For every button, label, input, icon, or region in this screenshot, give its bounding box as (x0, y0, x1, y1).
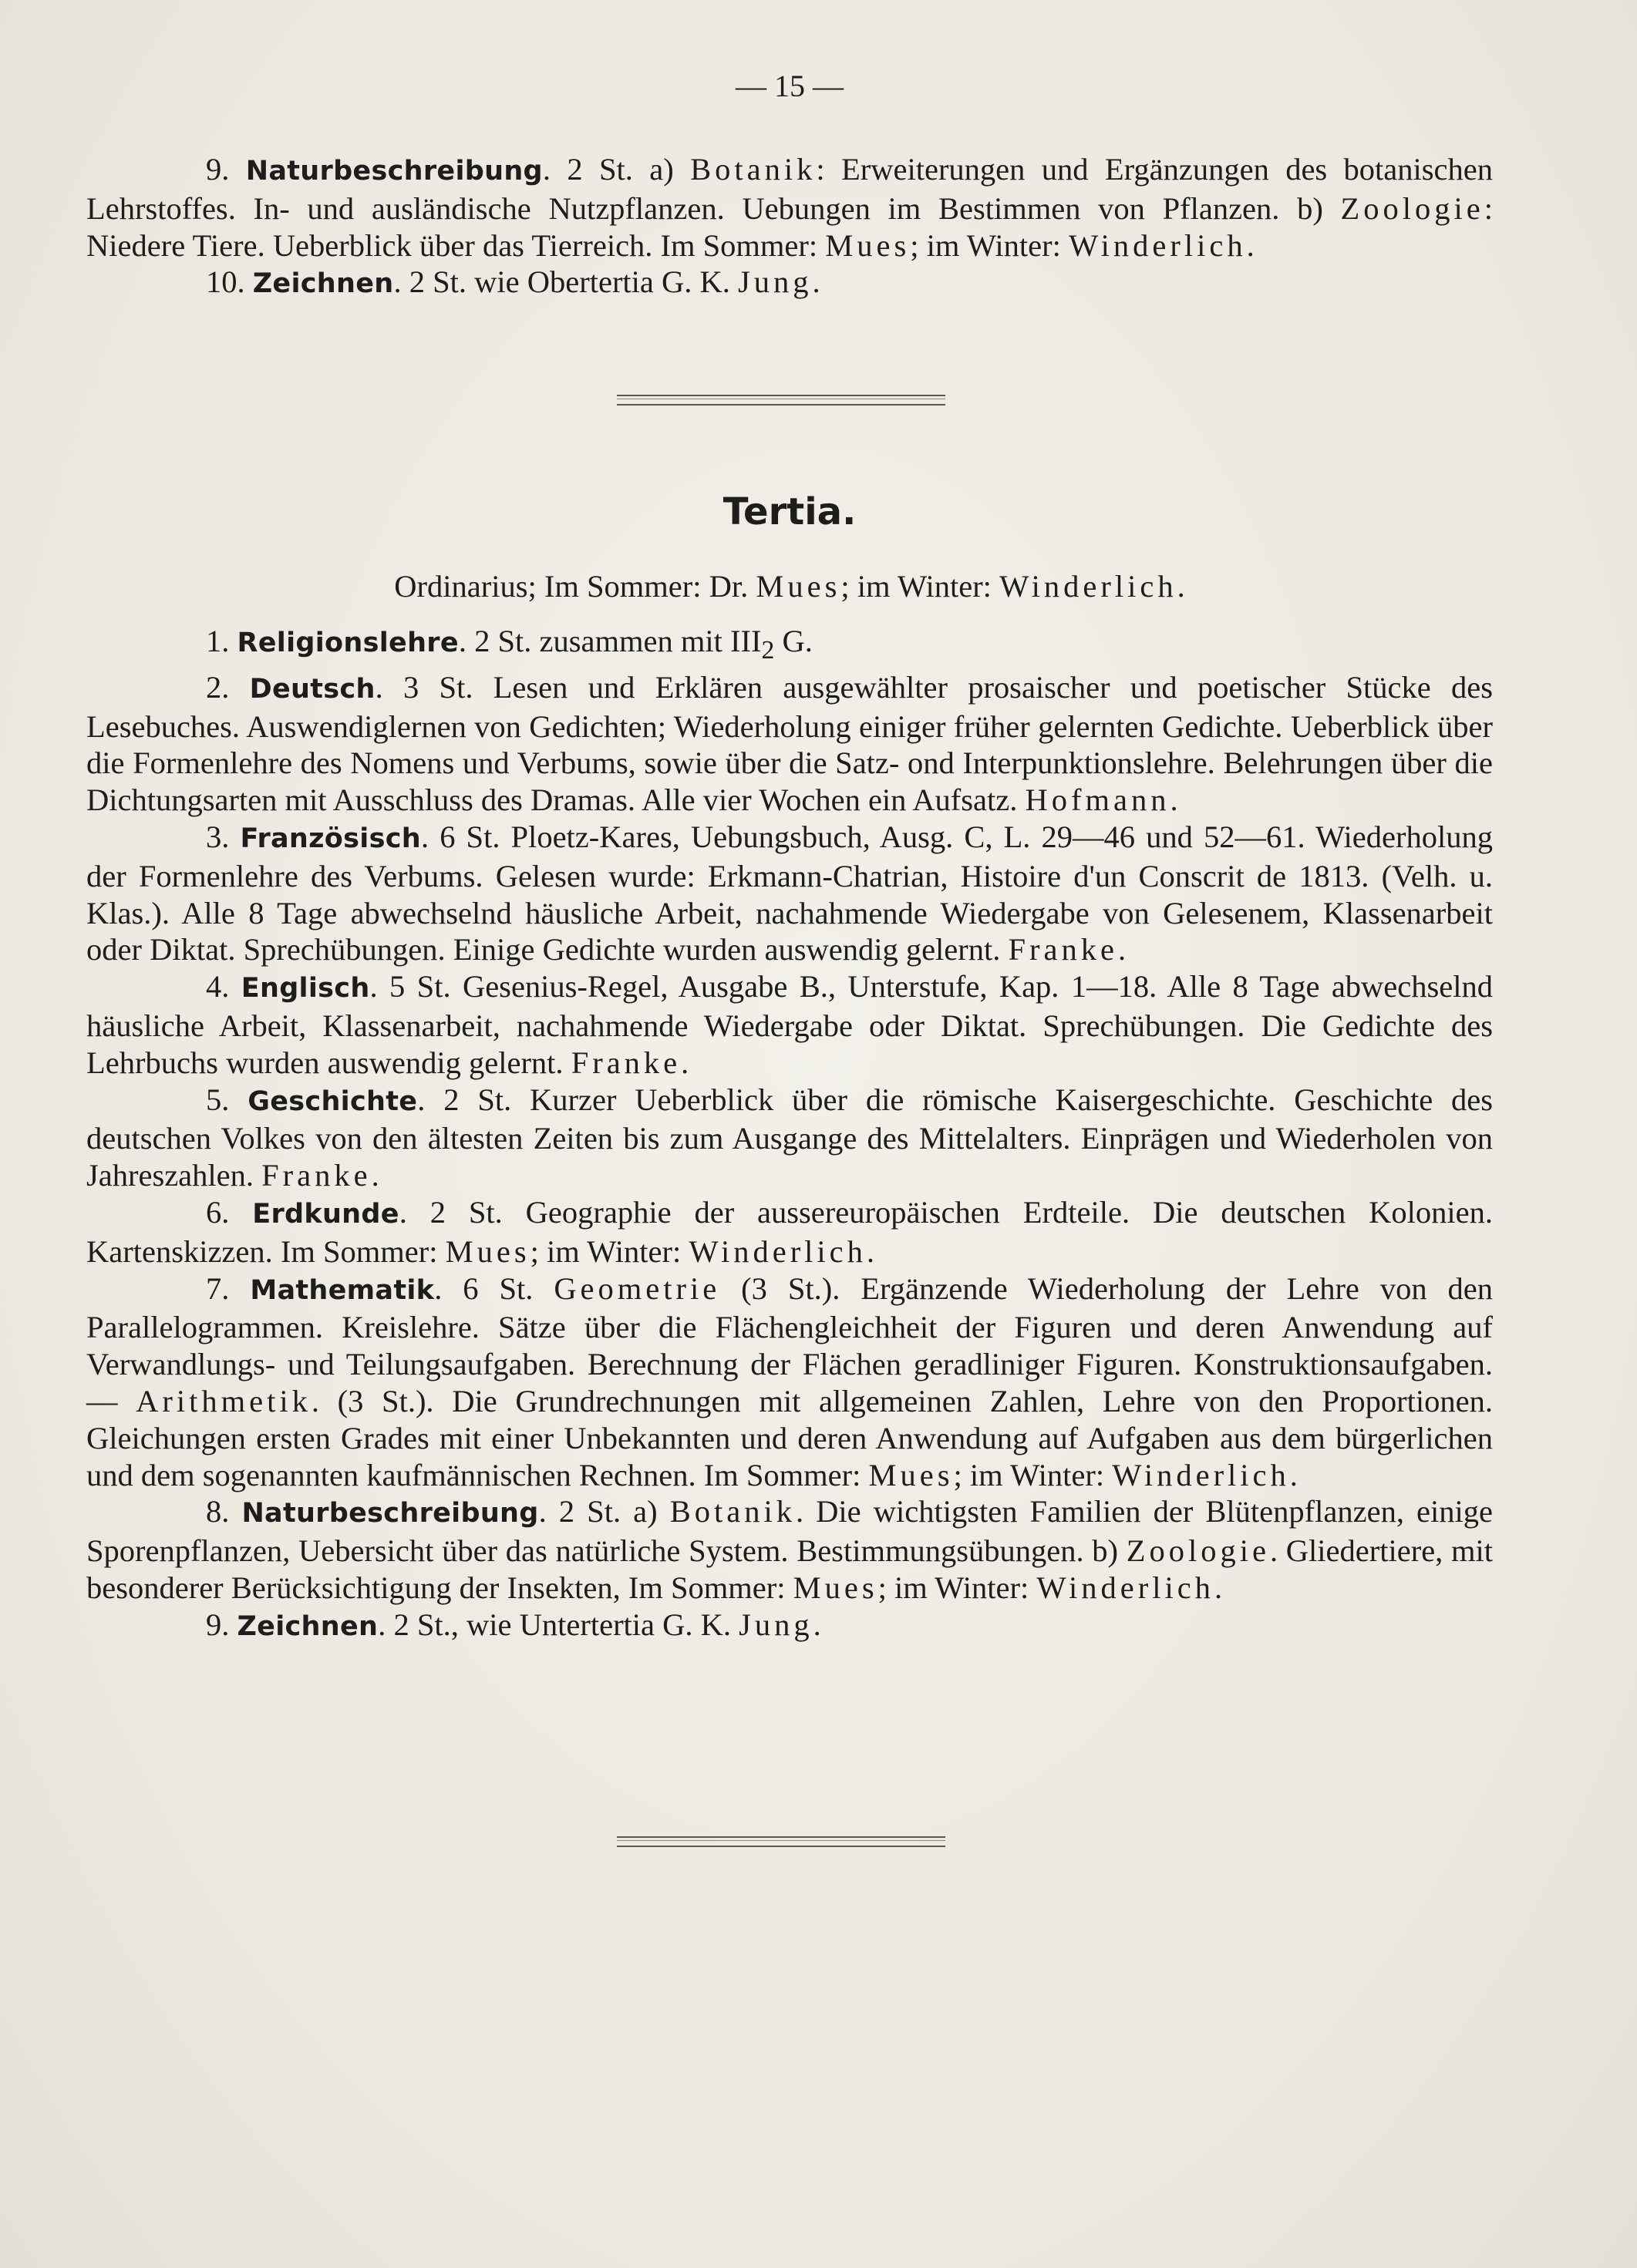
subject-entry (86, 819, 1493, 968)
entry-number: 1. (206, 624, 230, 658)
text-run: . (866, 1233, 875, 1269)
subject-name: Deutsch (249, 673, 376, 705)
text-run: . 5 St. Gesenius-Regel, Ausgabe B., Unterstufe, Kap. 1—18. Alle 8 Tage abwechselnd häusliche Arbeit, Klassenarbeit, nachahmende Wiedergabe oder Diktat. Sprechübungen. Die Gedichte des Lehrbuchs wurden auswendig gelernt. (86, 969, 1493, 1080)
spaced-name: Jung (738, 264, 813, 300)
subject-entry (86, 669, 1493, 819)
text-run: . (812, 264, 820, 300)
text-run: . (1246, 227, 1255, 263)
subject-name: Erdkunde (252, 1199, 399, 1230)
section-heading: Tertia. (723, 490, 857, 533)
subject-name: Mathematik (250, 1274, 435, 1306)
spaced-name: Winderlich (689, 1233, 867, 1269)
text-run: . (1118, 932, 1127, 967)
text-run: : Niedere Tiere. Ueberblick über das Tierreich. Im Sommer: (86, 190, 1493, 263)
spaced-name: Winderlich (999, 569, 1177, 604)
section-tertia (86, 623, 1493, 1646)
section-divider-bottom (617, 1836, 945, 1847)
text-run: . 2 St. zusammen mit III (458, 624, 762, 658)
spaced-name: Mues (756, 569, 841, 604)
text-run: ; im Winter: (910, 227, 1069, 263)
text-run: . 2 St. wie Obertertia G. K. (393, 264, 739, 300)
spaced-name: Franke (1008, 932, 1118, 967)
entry-number: 5. (206, 1082, 230, 1117)
text-run: : Erweiterungen und Ergänzungen des botanischen Lehrstoffes. In- und ausländische Nutzpflanzen. Uebungen im Bestimmen von Pflanzen. b) (86, 152, 1493, 226)
entry-number: 7. (206, 1270, 230, 1306)
text-run: . (1289, 1457, 1298, 1492)
entry-number: 8. (206, 1494, 230, 1529)
spaced-name: Winderlich (1112, 1457, 1290, 1492)
spaced-name: Winderlich (1036, 1570, 1214, 1606)
spaced-name: Botanik (669, 1494, 796, 1529)
text-run: . 2 St. Kurzer Ueberblick über die römische Kaisergeschichte. Geschichte des deutschen Volkes von den ältesten Zeiten bis zum Ausgange des Mittelalters. Einprägen und Wiederholen von Jahreszahlen. (86, 1082, 1493, 1193)
entry-number: 2. (206, 669, 230, 705)
entry-number: 3. (206, 819, 230, 855)
subject-entry (86, 264, 1493, 303)
text-run: . 2 St. a) (542, 152, 691, 187)
subject-name: Zeichnen (252, 268, 394, 300)
subject-name: Englisch (241, 973, 370, 1004)
spaced-name: Franke (571, 1045, 682, 1080)
spaced-name: Zoologie (1340, 190, 1484, 226)
entry-number: 6. (206, 1195, 230, 1230)
subject-entry (86, 623, 1493, 669)
text-run: . 6 St. Ploetz-Kares, Uebungsbuch, Ausg. C, L. 29—46 und 52—61. Wiederholung der Formenlehre des Verbums. Gelesen wurde: Erkmann-Chatrian, Histoire d'un Conscrit de 1813. (Velh. u. Klas.). Alle 8 Tage abwechselnd häusliche Arbeit, nachahmende Wiedergabe von Gelesenem, Klassenarbeit oder Diktat. Sprechübungen. Einige Gedichte wurden auswendig gelernt. (86, 819, 1493, 967)
subject-entry (86, 1194, 1493, 1270)
subject-name: Zeichnen (237, 1610, 379, 1642)
spaced-name: Geometrie (554, 1270, 721, 1306)
text-run: . (1214, 1570, 1223, 1606)
entry-number: 9. (206, 152, 230, 187)
text-run: Ordinarius; Im Sommer: Dr. (394, 569, 756, 604)
subject-entry (86, 1082, 1493, 1194)
text-run: . (1170, 782, 1178, 818)
spaced-name: Mues (825, 227, 911, 263)
subject-entry (86, 151, 1493, 264)
text-run: ; im Winter: (953, 1457, 1113, 1492)
subject-name: Naturbeschreibung (241, 1498, 539, 1529)
subject-entry (86, 968, 1493, 1081)
text-run: G. (774, 624, 813, 658)
text-run: ; im Winter: (877, 1570, 1037, 1606)
section-divider-top (617, 395, 945, 405)
spaced-name: Mues (868, 1457, 954, 1492)
text-run: . (813, 1607, 821, 1642)
spaced-name: Franke (261, 1158, 372, 1193)
section-previous-class (86, 151, 1493, 303)
entry-number: 4. (206, 969, 230, 1004)
subject-name: Naturbeschreibung (245, 156, 543, 187)
spaced-name: Botanik (690, 152, 817, 187)
text-run: . 2 St. a) (538, 1494, 670, 1529)
spaced-name: Arithmetik (136, 1384, 312, 1419)
entry-number: 10. (206, 264, 245, 300)
text-run: (3 St.). Ergänzende Wiederholung der Lehre von den Parallelogrammen. Kreislehre. Sätze über die Flächengleichheit der Figuren und deren Anwendung auf Verwandlungs- und Teilungsaufgaben. Berechnung der Flächen geradliniger Figuren. Konstruktionsaufgaben. — (86, 1270, 1493, 1419)
spaced-name: Mues (793, 1570, 878, 1606)
spaced-name: Jung (739, 1607, 813, 1642)
subject-entry (86, 1270, 1493, 1494)
text-run: . 2 St. Geographie der aussereuropäischen Erdteile. Die deutschen Kolonien. Kartenskizzen. Im Sommer: (86, 1195, 1493, 1269)
ordinarius-line (86, 568, 1493, 604)
page-number: — 15 — (736, 69, 844, 103)
text-run: . Die wichtigsten Familien der Blütenpflanzen, einige Sporenpflanzen, Uebersicht über das natürliche System. Bestimmungsübungen. b) (86, 1494, 1493, 1569)
subject-entry (86, 1607, 1493, 1646)
spaced-name: Mues (445, 1233, 531, 1269)
spaced-name: Winderlich (1069, 227, 1247, 263)
subject-name: Französisch (240, 823, 421, 855)
subject-name: Geschichte (248, 1085, 418, 1117)
text-run: . Gliedertiere, mit besonderer Berücksichtigung der Insekten, Im Sommer: (86, 1533, 1494, 1606)
subject-name: Religionslehre (237, 628, 459, 658)
text-run: . 2 St., wie Untertertia G. K. (378, 1607, 739, 1642)
text-run: ; im Winter: (530, 1233, 689, 1269)
spaced-name: Hofmann (1025, 782, 1170, 818)
entry-number: 9. (206, 1607, 230, 1642)
subject-entry (86, 1493, 1493, 1606)
spaced-name: Zoologie (1126, 1533, 1270, 1569)
text-run: . (3 St.). Die Grundrechnungen mit allgemeinen Zahlen, Lehre von den Proportionen. Gleichungen ersten Grades mit einer Unbekannten und deren Anwendung auf Aufgaben aus dem bürgerlichen und dem sogenannten kaufmännischen Rechnen. Im Sommer: (86, 1384, 1494, 1492)
subscript: 2 (761, 636, 775, 665)
text-run: . (681, 1045, 689, 1080)
text-run: . 6 St. (434, 1270, 554, 1306)
text-run: . (371, 1158, 379, 1193)
text-run: . 3 St. Lesen und Erklären ausgewählter prosaischer und poetischer Stücke des Lesebuches. Auswendiglernen von Gedichten; Wiederholung einiger früher gelernten Gedichte. Ueberblick über die Formenlehre des Nomens und Verbums, sowie über die Satz- ond Interpunktionslehre. Belehrungen über die Dichtungsarten mit Ausschluss des Dramas. Alle vier Wochen ein Aufsatz. (86, 669, 1493, 818)
text-run: . (1177, 569, 1185, 604)
text-run: ; im Winter: (840, 569, 1000, 604)
